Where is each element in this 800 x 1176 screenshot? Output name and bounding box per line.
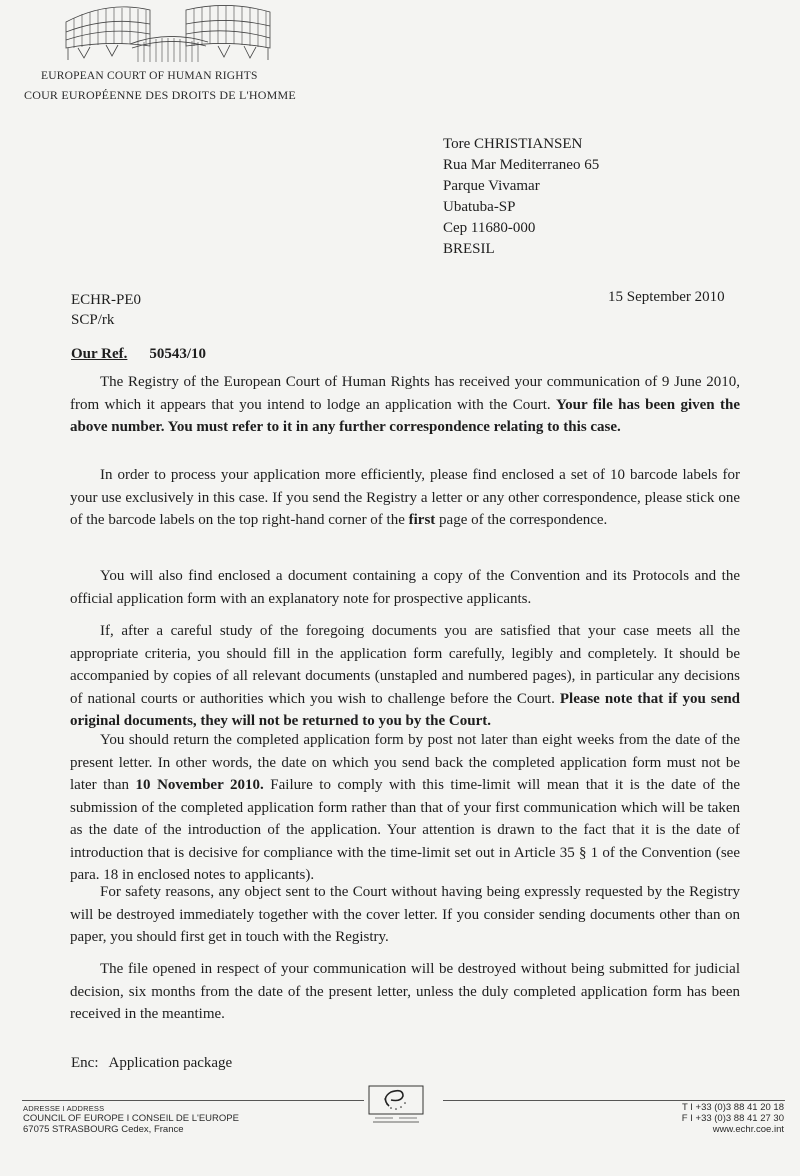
recipient-country: BRESIL <box>443 241 495 257</box>
paragraph-2-emphasis: first <box>408 512 436 528</box>
address-label: ADRESSE I ADDRESS <box>23 1104 105 1113</box>
paragraph-5-text-end: Failure to comply with this time-limit will mean that it is the date of the submission of the completed application form rather than that of your first communication which will be taken as the date of the introduction of the application. Your attention is drawn to the fact that it is the date of introduction that is decisive for compliance with the time-limit set out in Article 35 § 1 of the Convention (see para. 18 in enclosed notes to applicants). <box>70 777 741 883</box>
paragraph-1 <box>70 371 740 439</box>
footer-divider-left <box>22 1100 364 1101</box>
our-reference <box>71 346 206 363</box>
enclosure-label: Enc: <box>71 1055 99 1071</box>
paragraph-5-text: You should return the completed application form by post not later than eight weeks from the date of the present letter. In other words, the date on which you send back the completed application form must not be later than <box>70 732 740 793</box>
paragraph-4-emphasis: Please note that if you send original documents, they will not be returned to you by the Court. <box>70 690 741 729</box>
paragraph-7: The file opened in respect of your communication will be destroyed without being submitted for judicial decision, six months from the date of the present letter, unless the duly completed application form has been received in the meantime. <box>70 961 740 1022</box>
paragraph-3: You will also find enclosed a document containing a copy of the Convention and its Protocols and the official application form with an explanatory note for prospective applicants. <box>70 568 740 607</box>
enclosure-value: Application package <box>108 1055 233 1071</box>
letter-date: 15 September 2010 <box>608 289 725 305</box>
fax-number: F I +33 (0)3 88 41 27 30 <box>681 1113 784 1124</box>
paragraph-4-text: If, after a careful study of the foregoing documents you are satisfied that your case meets all the appropriate criteria, you should fill in the application form carefully, legibly and completely. It should be accompanied by copies of all relevant documents (unstapled and numbered pages), in particular any decisions of national courts or authorities which you wish to challenge before the Court. <box>70 623 740 707</box>
recipient-address <box>443 134 599 260</box>
recipient-name: Tore CHRISTIANSEN <box>443 136 583 152</box>
address-city: 67075 STRASBOURG Cedex, France <box>23 1124 184 1135</box>
deadline-date: 10 November 2010. <box>135 777 264 793</box>
paragraph-4 <box>70 620 740 733</box>
court-building-icon <box>58 2 278 64</box>
paragraph-2 <box>70 464 740 532</box>
recipient-city: Ubatuba-SP <box>443 199 516 215</box>
court-name-french: COUR EUROPÉENNE DES DROITS DE L'HOMME <box>24 88 296 102</box>
footer-divider-right <box>443 1100 785 1101</box>
court-name-english: EUROPEAN COURT OF HUMAN RIGHTS <box>41 70 258 82</box>
council-of-europe-logo-icon <box>367 1084 425 1124</box>
paragraph-1-text: The Registry of the European Court of Human Rights has received your communication of 9 June 2010, from which it appears that you intend to lodge an application with the Court. <box>70 374 740 413</box>
phone-number: T I +33 (0)3 88 41 20 18 <box>681 1102 784 1113</box>
paragraph-5 <box>70 729 740 887</box>
paragraph-1-emphasis: Your file has been given the above number. You must refer to it in any further correspondence relating to this case. <box>70 396 740 435</box>
address-org: COUNCIL OF EUROPE I CONSEIL DE L'EUROPE <box>23 1113 239 1124</box>
paragraph-6: For safety reasons, any object sent to the Court without having being expressly requested by the Registry will be destroyed immediately together with the cover letter. If you consider sending documents other than on paper, you should first get in touch with the Registry. <box>70 884 740 945</box>
footer-contact <box>682 1102 784 1135</box>
sender-references <box>71 290 141 330</box>
case-number: 50543/10 <box>149 346 207 362</box>
paragraph-2-text-end: page of the correspondence. <box>435 512 608 528</box>
initials-code: SCP/rk <box>71 312 115 328</box>
recipient-district: Parque Vivamar <box>443 178 540 194</box>
website-link[interactable]: www.echr.coe.int <box>712 1124 784 1135</box>
our-ref-label: Our Ref. <box>71 346 128 362</box>
footer-address <box>23 1104 239 1135</box>
paragraph-2-text: In order to process your application more efficiently, please find enclosed a set of 10 barcode labels for your use exclusively in this case. If you send the Registry a letter or any other correspondence, please stick one of the barcode labels on the top right-hand corner of the <box>70 467 740 528</box>
department-code: ECHR-PE0 <box>71 292 142 308</box>
recipient-street: Rua Mar Mediterraneo 65 <box>443 157 600 173</box>
recipient-postcode: Cep 11680-000 <box>443 220 536 236</box>
enclosure-line <box>71 1055 232 1072</box>
